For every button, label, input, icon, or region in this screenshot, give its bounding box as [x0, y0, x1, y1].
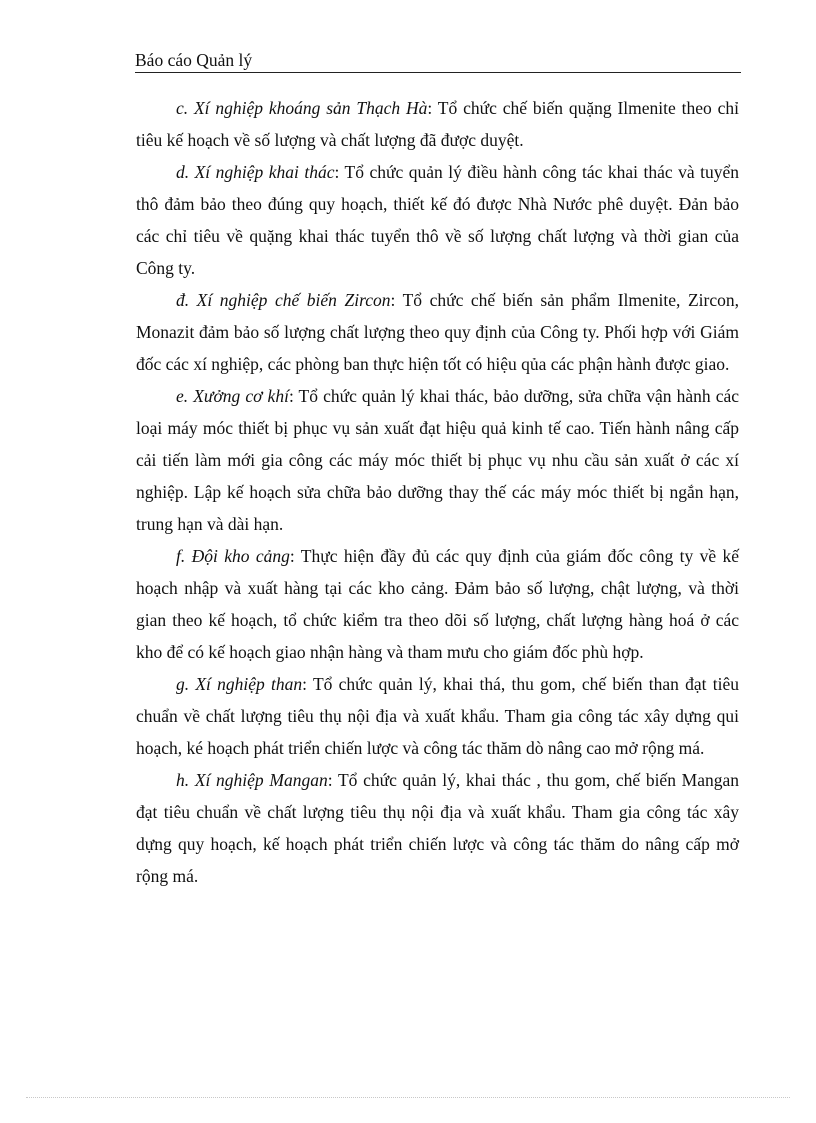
paragraph-text: : Tổ chức chế biến sản phẩm Ilmenite, Zircon, Monazit đảm bảo số lượng chất lượng theo quy định của Công ty. Phối hợp với Giám đốc các xí nghiệp, các phòng ban thực hiện tốt có hiệu qủa các phận hành được giao.: [136, 290, 739, 374]
paragraph-text: : Thực hiện đầy đủ các quy định của giám đốc công ty về kế hoạch nhập và xuất hàng tại các kho cảng. Đảm bảo số lượng, chật lượng, và thời gian theo kế hoạch, tổ chức kiểm tra theo dõi số lượng, chất lượng hàng hoá ở các kho để có kế hoạch giao nhận hàng và tham mưu cho giám đốc phù hợp.: [136, 546, 739, 662]
paragraph-lead: f. Đội kho cảng: [176, 546, 290, 566]
paragraph-e: [136, 380, 739, 540]
header-title: Báo cáo Quản lý: [135, 50, 253, 70]
paragraph-text: : Tổ chức chế biến quặng Ilmenite theo chỉ tiêu kế hoạch về số lượng và chất lượng đã được duyệt.: [136, 98, 739, 150]
paragraph-lead: đ. Xí nghiệp chế biến Zircon: [176, 290, 391, 310]
paragraph-lead: g. Xí nghiệp than: [176, 674, 303, 694]
paragraph-d: [136, 156, 739, 284]
paragraph-lead: e. Xưởng cơ khí: [176, 386, 289, 406]
document-body: [136, 92, 739, 892]
paragraph-dd: [136, 284, 739, 380]
paragraph-lead: h. Xí nghiệp Mangan: [176, 770, 328, 790]
paragraph-lead: d. Xí nghiệp khai thác: [176, 162, 335, 182]
paragraph-f: [136, 540, 739, 668]
page-header: [135, 48, 741, 73]
paragraph-h: [136, 764, 739, 892]
paragraph-g: [136, 668, 739, 764]
paragraph-text: : Tổ chức quản lý điều hành công tác khai thác và tuyển thô đảm bảo theo đúng quy hoạch, thiết kế đó được Nhà Nước phê duyệt. Đản bảo các chỉ tiêu về quặng khai thác tuyển thô về số lượng chất lượng và thời gian của Công ty.: [136, 162, 739, 278]
paragraph-text: : Tổ chức quản lý, khai thác , thu gom, chế biến Mangan đạt tiêu chuẩn về chất lượng tiêu thụ nội địa và xuất khẩu. Tham gia công tác xây dựng quy hoạch, kế hoạch phát triển chiến lược và công tác thăm do nâng cấp mở rộng má.: [136, 770, 739, 886]
page-footer-divider: [26, 1097, 790, 1098]
paragraph-c: [136, 92, 739, 156]
paragraph-lead: c. Xí nghiệp khoáng sản Thạch Hà: [176, 98, 428, 118]
paragraph-text: : Tổ chức quản lý, khai thá, thu gom, chế biến than đạt tiêu chuẩn về chất lượng tiêu thụ nội địa và xuất khẩu. Tham gia công tác xây dựng qui hoạch, ké hoạch phát triển chiến lược và công tác thăm dò nâng cao mở rộng má.: [136, 674, 739, 758]
paragraph-text: : Tổ chức quản lý khai thác, bảo dưỡng, sửa chữa vận hành các loại máy móc thiết bị phục vụ sản xuất đạt hiệu quả kinh tế cao. Tiến hành nâng cấp cải tiến làm mới gia công các máy móc thiết bị phục vụ nhu cầu sản xuất ở các xí nghiệp. Lập kế hoạch sửa chữa bảo dưỡng thay thế các máy móc thiết bị ngắn hạn, trung hạn và dài hạn.: [136, 386, 740, 534]
